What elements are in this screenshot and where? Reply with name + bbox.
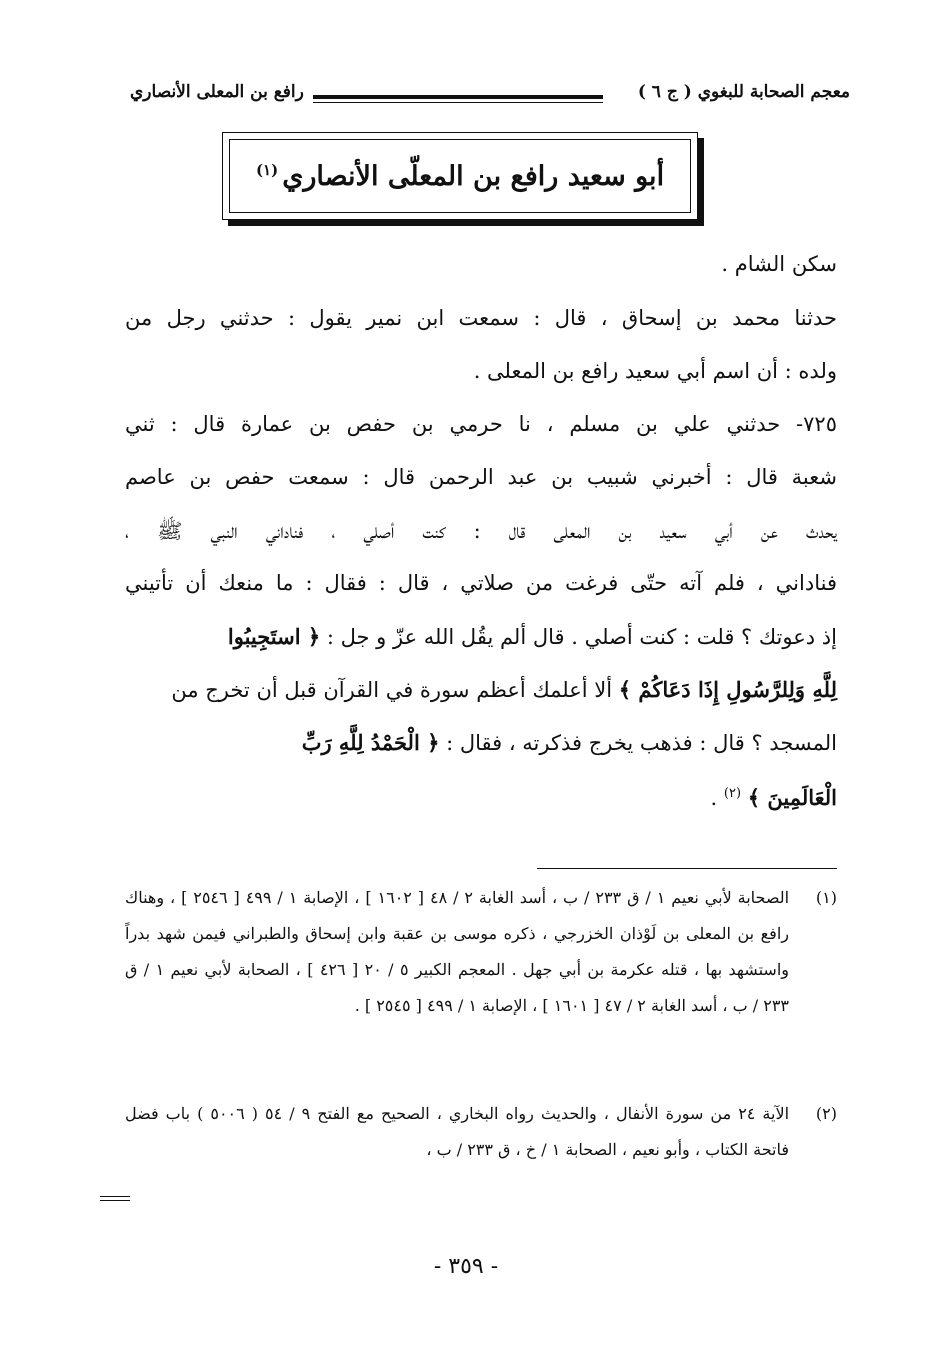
- title-footnote-ref: (١): [255, 160, 279, 179]
- footnote-separator: [537, 868, 837, 869]
- entry-title-text: أبو سعيد رافع بن المعلّى الأنصاري: [282, 160, 665, 192]
- hadith-line-1: ٧٢٥- حدثني علي بن مسلم ، نا حرمي بن حفص بن عمارة قال : ثني: [125, 412, 837, 436]
- hadith-line-2: شعبة قال : أخبرني شبيب بن عبد الرحمن قال : سمعت حفص بن عاصم: [125, 465, 837, 489]
- hadith-line-5: [125, 624, 837, 649]
- entry-title-box: [222, 132, 698, 220]
- page-number: - ٣٥٩ -: [433, 1254, 499, 1279]
- hadith-line-7-text: المسجد ؟ قال : فذهب يخرج فذكرته ، فقال :: [446, 731, 837, 755]
- body-line-isnad-2: ولده : أن اسم أبي سعيد رافع بن المعلى .: [473, 359, 837, 383]
- hadith-line-8: [125, 785, 837, 810]
- footnote-2-text: الآية ٢٤ من سورة الأنفال ، والحديث رواه البخاري ، الصحيح مع الفتح ٩ / ٥٤ ( ٥٠٠٦ ) باب فضل فاتحة الكتاب ، وأبو نعيم ، الصحابة ١ / خ ، ق ٢٣٣ / ب ،: [125, 1104, 790, 1159]
- footnote-1: [125, 880, 837, 1024]
- hadith-line-5-text: إذ دعوتك ؟ قلت : كنت أصلي . قال ألم يقُل الله عزّ و جل :: [326, 625, 837, 649]
- section-title: رافع بن المعلى الأنصاري: [130, 82, 304, 102]
- footnote-2-number: (٢): [815, 1104, 837, 1123]
- header-rule-thin: [313, 102, 603, 103]
- quran-verse-1b: لِلَّهِ وَلِلرَّسُولِ إِذَا دَعَاكُمْ ﴾: [618, 677, 837, 702]
- book-title: معجم الصحابة للبغوي ( ج ٦ ): [637, 82, 850, 102]
- hadith-line-7: [125, 730, 837, 755]
- hadith-line-6-text: ألا أعلمك أعظم سورة في القرآن قبل أن تخرج من: [171, 678, 613, 702]
- footnote-1-text: الصحابة لأبي نعيم ١ / ق ٢٣٣ / ب ، أسد الغابة ٢ / ٤٨ [ ١٦٠٢ ] ، الإصابة ١ / ٤٩٩ [ ٢٥٤٦ ] ، وهناك رافع بن المعلى بن لَوْذان الخزرجي ، ذكره موسى بن عقبة وابن إسحاق والطبراني فيمن شهد بدراً واستشهد بها ، قتله عكرمة بن أبي جهل . المعجم الكبير ٥ / ٢٠ [ ٤٢٦ ] ، الصحابة لأبي نعيم ١ / ق ٢٣٣ / ب ، أسد الغابة ٢ / ٤٧ [ ١٦٠١ ] ، الإصابة ١ / ٤٩٩ [ ٢٥٤٥ ] .: [125, 888, 790, 1015]
- footnote-2: [125, 1096, 837, 1168]
- entry-title-frame: [229, 139, 691, 213]
- footnote-ref-2: (٢): [723, 786, 742, 801]
- header-rule: [313, 95, 603, 99]
- footnote-1-number: (١): [815, 888, 837, 907]
- hadith-line-4: فناداني ، فلم آته حتّى فرغت من صلاتي ، قال : فقال : ما منعك أن تأتيني: [125, 571, 837, 595]
- body-line-isnad-1: حدثنا محمد بن إسحاق ، قال : سمعت ابن نمير يقول : حدثني رجل من: [125, 306, 837, 330]
- hadith-line-6: [125, 677, 837, 702]
- hadith-line-3: يحدث عن أبي سعيد بن المعلى قال : كنت أصلي ، فناداني النبي ﷺ ،: [125, 519, 837, 543]
- quran-verse-2a: ﴿ الْحَمْدُ لِلَّهِ رَبِّ: [301, 730, 440, 755]
- quran-verse-2b: الْعَالَمِينَ ﴾: [747, 785, 837, 810]
- quran-verse-1a: ﴿ استَجِيبُوا: [227, 624, 321, 649]
- entry-title: [256, 161, 664, 192]
- hadith-line-8-end: .: [710, 786, 718, 810]
- body-line-intro: سكن الشام .: [721, 252, 837, 276]
- footnote-continuation-mark: [100, 1196, 130, 1203]
- running-header: [130, 82, 850, 112]
